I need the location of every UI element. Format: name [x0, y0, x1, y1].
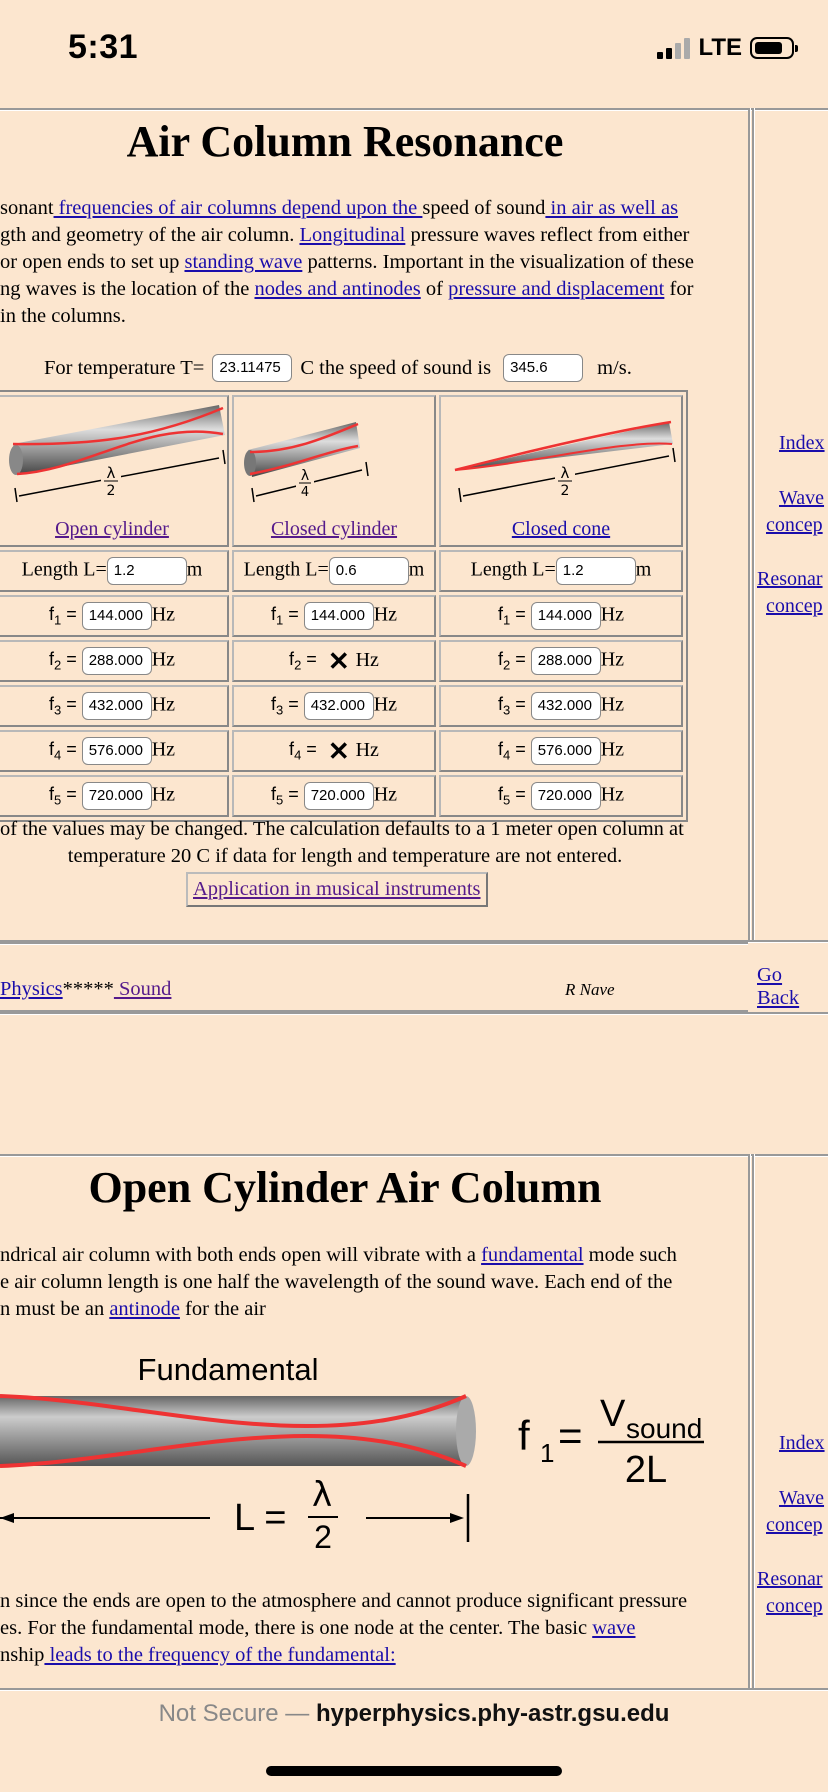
paragraph-text: n must be an: [0, 1298, 110, 1320]
inline-link[interactable]: leads to the frequency of the fundamental:: [44, 1644, 396, 1666]
paragraph-text: n since the ends are open to the atmosphere and cannot produce significant pressure: [0, 1590, 688, 1612]
frequency-cell: [232, 595, 436, 637]
frequency-output[interactable]: 432.000: [304, 692, 374, 720]
paragraph-text: patterns. Important in the visualization of these: [302, 251, 695, 273]
wave-concepts-link-2[interactable]: concep: [766, 514, 823, 536]
harmonic-label: $f_3$ =: [497, 694, 531, 718]
note-line-1: of the values may be changed. The calculation defaults to a 1 meter open column at: [0, 818, 684, 840]
closed-cone-length-input[interactable]: 1.2: [556, 557, 636, 585]
svg-text:λ: λ: [300, 468, 310, 484]
svg-text:=: =: [558, 1412, 583, 1459]
svg-text:1: 1: [540, 1438, 555, 1468]
paragraph-line: [0, 1242, 677, 1269]
frequency-cell: [0, 640, 229, 682]
paragraph-text: es. For the fundamental mode, there is one node at the center. The basic: [0, 1617, 593, 1639]
inline-link[interactable]: Longitudinal: [299, 224, 406, 246]
frequency-output[interactable]: 720.000: [304, 782, 374, 810]
index-link-2[interactable]: Index: [779, 1432, 825, 1454]
paragraph-line: [0, 303, 694, 330]
hz-unit: Hz: [600, 783, 625, 806]
fundamental-diagram: [0, 1346, 740, 1568]
inline-link[interactable]: antinode: [109, 1298, 180, 1320]
frequency-row: [0, 595, 683, 637]
footer-nav: [0, 978, 171, 1001]
paragraph-text: of: [420, 278, 449, 300]
svg-text:λ: λ: [560, 464, 570, 482]
speed-label: C the speed of sound is: [300, 356, 492, 379]
frequency-output[interactable]: 144.000: [82, 602, 152, 630]
hz-unit: Hz: [151, 648, 176, 671]
hz-unit: Hz: [373, 603, 398, 626]
paragraph-text: speed of sound: [422, 197, 546, 219]
inline-link[interactable]: standing wave: [184, 251, 303, 273]
paragraph-text: mode such: [583, 1244, 677, 1266]
length-label: Length L=: [470, 558, 556, 581]
frequency-output[interactable]: 720.000: [82, 782, 152, 810]
harmonic-label: $f_5$ =: [497, 784, 531, 808]
hz-unit: Hz: [600, 648, 625, 671]
paragraph-text: nship: [0, 1644, 45, 1666]
frequency-cell: [232, 640, 436, 682]
intro-paragraph: [0, 195, 694, 330]
page-title: Air Column Resonance: [126, 117, 564, 166]
note-line-2: temperature 20 C if data for length and temperature are not entered.: [67, 845, 623, 867]
length-unit: m: [635, 558, 652, 581]
paragraph-line: [0, 276, 694, 303]
paragraph-text: gth and geometry of the air column.: [0, 224, 300, 246]
harmonic-label: $f_2$ =: [289, 649, 322, 673]
svg-text:λ: λ: [106, 464, 116, 482]
paragraph-text: for the air: [179, 1298, 266, 1320]
frequency-output[interactable]: 576.000: [531, 737, 601, 765]
length-unit: m: [408, 558, 425, 581]
fundamental-label: Fundamental: [137, 1352, 319, 1387]
closed-cylinder-link[interactable]: Closed cylinder: [270, 518, 398, 540]
harmonic-label: $f_4$ =: [48, 739, 82, 763]
resonance-table: [0, 390, 688, 822]
svg-text:f: f: [518, 1412, 530, 1459]
hz-unit: Hz: [600, 693, 625, 716]
frequency-row: [0, 640, 683, 682]
temperature-input[interactable]: 23.11475: [212, 354, 292, 382]
paragraph-text: in the columns.: [0, 305, 126, 327]
status-indicators: [657, 34, 794, 62]
svg-text:2: 2: [560, 483, 570, 499]
closed-cone-link[interactable]: Closed cone: [511, 518, 611, 540]
hz-unit: Hz: [151, 783, 176, 806]
hz-unit: Hz: [355, 738, 379, 761]
paragraph-text: ng waves is the location of the: [0, 278, 255, 300]
paragraph-text: sonant: [0, 197, 54, 219]
resonance-concepts-link[interactable]: Resonar: [757, 568, 823, 590]
hz-unit: Hz: [373, 693, 398, 716]
svg-text:2L: 2L: [624, 1449, 668, 1491]
svg-text:L =: L =: [234, 1497, 287, 1539]
paragraph-line: [0, 1615, 687, 1642]
frequency-cell: [0, 685, 229, 727]
open-cylinder-cell: [0, 395, 229, 547]
harmonic-label: $f_1$ =: [270, 604, 304, 628]
paragraph-line: [0, 1642, 687, 1669]
length-label: Length L=: [243, 558, 329, 581]
security-label: Not Secure —: [158, 1700, 316, 1727]
application-link[interactable]: Application in musical instruments: [193, 878, 481, 900]
svg-text:sound: sound: [626, 1413, 703, 1444]
frequency-row: [0, 685, 683, 727]
paragraph-line: [0, 249, 694, 276]
frequency-cell: [439, 640, 683, 682]
paragraph-line: [0, 1269, 677, 1296]
hz-unit: Hz: [600, 738, 625, 761]
wave-concepts-link[interactable]: Wave: [779, 487, 825, 509]
hz-unit: Hz: [355, 648, 379, 671]
length-label: Length L=: [21, 558, 107, 581]
harmonic-label: $f_5$ =: [270, 784, 304, 808]
frequency-cell: [439, 775, 683, 817]
paragraph-text: pressure waves reflect from either: [405, 224, 690, 246]
footer-separator: *****: [62, 978, 114, 1000]
battery-icon: [750, 37, 794, 59]
harmonic-label: $f_3$ =: [270, 694, 304, 718]
open-cylinder-paragraph: [0, 1242, 677, 1323]
frequency-output[interactable]: 432.000: [531, 692, 601, 720]
inline-link[interactable]: fundamental: [481, 1244, 584, 1266]
speed-of-sound-input[interactable]: 345.6: [503, 354, 583, 382]
inline-link[interactable]: frequencies of air columns depend upon the: [53, 197, 423, 219]
frequency-cell: [232, 685, 436, 727]
resonance-concepts-link-3[interactable]: Resonar: [757, 1568, 823, 1590]
not-applicable-icon: ✕: [327, 735, 350, 766]
hz-unit: Hz: [600, 603, 625, 626]
section-title: Open Cylinder Air Column: [88, 1163, 602, 1212]
svg-text:λ: λ: [311, 1475, 333, 1515]
closed-cone-diagram: [441, 400, 681, 510]
speed-unit: m/s.: [597, 356, 632, 379]
frequency-output[interactable]: 288.000: [82, 647, 152, 675]
frequency-row: [0, 730, 683, 772]
paragraph-text: or open ends to set up: [0, 251, 185, 273]
frequency-output[interactable]: 144.000: [304, 602, 374, 630]
signal-icon: [657, 37, 690, 59]
frequency-row: [0, 775, 683, 817]
app-link-box: [186, 872, 488, 907]
frequency-cell: [439, 595, 683, 637]
paragraph-line: [0, 1296, 677, 1323]
closed-cylinder-length-input[interactable]: 0.6: [329, 557, 409, 585]
inline-link[interactable]: pressure and displacement: [448, 278, 665, 300]
home-indicator[interactable]: [266, 1766, 562, 1776]
frequency-cell: [0, 595, 229, 637]
inline-link[interactable]: in air as well as: [545, 197, 679, 219]
length-row: [0, 550, 683, 592]
svg-text:V: V: [600, 1393, 626, 1435]
paragraph-text: for: [664, 278, 694, 300]
network-type: LTE: [698, 34, 742, 61]
paragraph-text: e air column length is one half the wavelength of the sound wave. Each end of the: [0, 1271, 673, 1293]
harmonic-label: $f_4$ =: [497, 739, 531, 763]
inline-link[interactable]: wave: [592, 1617, 636, 1639]
harmonic-label: $f_1$ =: [497, 604, 531, 628]
index-link[interactable]: Index: [779, 432, 825, 454]
frequency-cell: [0, 730, 229, 772]
harmonic-label: $f_1$ =: [48, 604, 82, 628]
open-cylinder-length-input[interactable]: 1.2: [107, 557, 187, 585]
frequency-cell: [232, 775, 436, 817]
svg-text:2: 2: [314, 1519, 332, 1555]
sound-link[interactable]: Sound: [113, 978, 172, 1000]
frequency-cell: [439, 685, 683, 727]
svg-text:4: 4: [300, 485, 310, 500]
harmonic-label: $f_5$ =: [48, 784, 82, 808]
paragraph-line: [0, 222, 694, 249]
harmonic-label: $f_2$ =: [497, 649, 531, 673]
hz-unit: Hz: [373, 783, 398, 806]
harmonic-label: $f_4$ =: [289, 739, 322, 763]
frequency-cell: [439, 730, 683, 772]
frequency-output[interactable]: 720.000: [531, 782, 601, 810]
temperature-label: For temperature T=: [44, 356, 205, 379]
inline-link[interactable]: nodes and antinodes: [254, 278, 421, 300]
paragraph-text: ndrical air column with both ends open will vibrate with a: [0, 1244, 482, 1266]
frequency-cell: [0, 775, 229, 817]
closed-cylinder-cell: [232, 395, 436, 547]
hz-unit: Hz: [151, 693, 176, 716]
frequency-output[interactable]: 288.000: [531, 647, 601, 675]
hz-unit: Hz: [151, 738, 176, 761]
frequency-output[interactable]: 432.000: [82, 692, 152, 720]
resonance-concepts-link-4[interactable]: concep: [766, 1595, 823, 1617]
hyperphysics-link[interactable]: Physics: [0, 978, 63, 1000]
frequency-output[interactable]: 576.000: [82, 737, 152, 765]
length-unit: m: [186, 558, 203, 581]
open-cylinder-paragraph-2: [0, 1588, 687, 1669]
closed-cone-cell: [439, 395, 683, 547]
author: R Nave: [565, 980, 615, 999]
url-bar[interactable]: [0, 1700, 828, 1728]
go-back-link[interactable]: Go Back: [757, 964, 800, 1009]
wave-concepts-link-3[interactable]: Wave: [779, 1487, 825, 1509]
svg-text:2: 2: [106, 483, 116, 499]
open-cylinder-diagram: [0, 400, 227, 510]
wave-concepts-link-4[interactable]: concep: [766, 1514, 823, 1536]
status-time: 5:31: [68, 28, 139, 66]
frequency-output[interactable]: 144.000: [531, 602, 601, 630]
closed-cylinder-diagram: [234, 400, 434, 510]
url-domain: hyperphysics.phy-astr.gsu.edu: [315, 1700, 670, 1727]
paragraph-line: [0, 1588, 687, 1615]
harmonic-label: $f_2$ =: [48, 649, 82, 673]
open-cylinder-link[interactable]: Open cylinder: [55, 518, 169, 540]
hz-unit: Hz: [151, 603, 176, 626]
not-applicable-icon: ✕: [327, 645, 350, 676]
harmonic-label: $f_3$ =: [48, 694, 82, 718]
frequency-cell: [232, 730, 436, 772]
temperature-row: [44, 354, 632, 382]
paragraph-line: [0, 195, 694, 222]
resonance-concepts-link-2[interactable]: concep: [766, 595, 823, 617]
